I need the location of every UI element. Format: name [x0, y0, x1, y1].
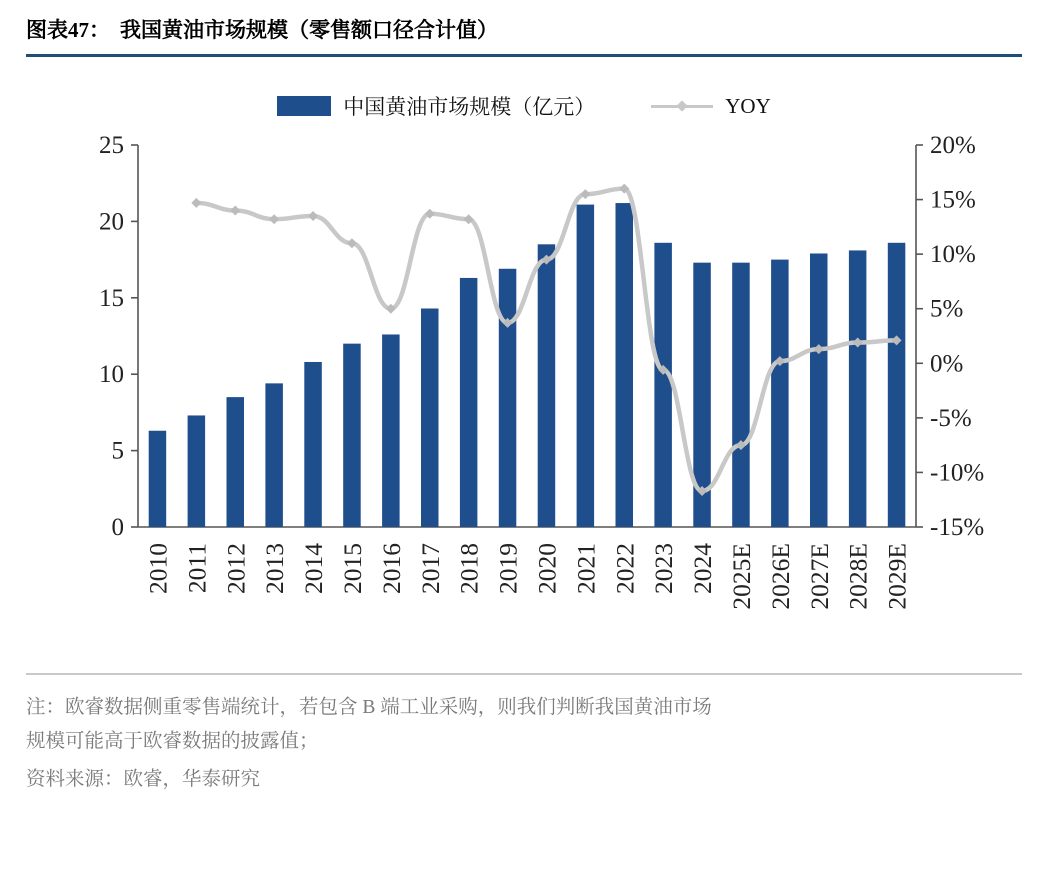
svg-text:2014: 2014: [299, 543, 329, 594]
chart-canvas: [26, 127, 1022, 667]
svg-text:2028E: 2028E: [843, 543, 873, 610]
svg-text:5%: 5%: [930, 295, 964, 323]
svg-text:2021: 2021: [571, 543, 601, 594]
legend-item-bar: [277, 91, 595, 121]
svg-text:2026E: 2026E: [765, 543, 795, 610]
legend-line-swatch-icon: [651, 96, 713, 116]
chart-notes: [26, 675, 1022, 797]
svg-text:-15%: -15%: [930, 514, 985, 541]
svg-text:0%: 0%: [930, 350, 964, 378]
note-line-1: 注：欧睿数据侧重零售端统计，若包含 B 端工业采购，则我们判断我国黄油市场: [26, 697, 712, 718]
legend-item-label: YOY: [725, 93, 771, 118]
svg-text:2016: 2016: [376, 543, 406, 594]
svg-text:2015: 2015: [337, 543, 367, 594]
svg-text:10: 10: [99, 361, 124, 389]
svg-text:25: 25: [99, 132, 124, 159]
svg-text:2010: 2010: [143, 543, 173, 594]
svg-text:20: 20: [99, 208, 124, 236]
svg-text:2024: 2024: [688, 543, 718, 594]
header-divider: [26, 54, 1022, 57]
legend-bar-swatch-icon: [277, 96, 331, 116]
svg-text:2018: 2018: [454, 543, 484, 594]
svg-text:-5%: -5%: [930, 404, 972, 432]
svg-text:2020: 2020: [532, 543, 562, 594]
svg-text:2013: 2013: [260, 543, 290, 594]
svg-text:2023: 2023: [649, 543, 679, 594]
svg-text:2019: 2019: [493, 543, 523, 594]
svg-text:5: 5: [111, 437, 124, 465]
chart-legend: [26, 91, 1022, 121]
svg-text:2011: 2011: [182, 543, 212, 594]
svg-text:2012: 2012: [221, 543, 251, 594]
svg-text:10%: 10%: [930, 241, 976, 269]
svg-text:2022: 2022: [610, 543, 640, 594]
svg-text:2017: 2017: [415, 543, 445, 594]
source-line: 资料来源：欧睿，华泰研究: [26, 769, 261, 791]
svg-text:2027E: 2027E: [804, 543, 834, 610]
legend-item-line: [651, 94, 771, 119]
page-title: 我国黄油市场规模（零售额口径合计值）: [120, 18, 498, 42]
exhibit-number: 图表47：: [26, 18, 110, 42]
svg-text:20%: 20%: [930, 132, 976, 159]
chart-area: [26, 127, 1022, 667]
svg-text:2029E: 2029E: [882, 543, 912, 610]
svg-text:15%: 15%: [930, 186, 976, 214]
svg-text:-10%: -10%: [930, 459, 985, 487]
svg-text:2025E: 2025E: [726, 543, 756, 610]
svg-text:15: 15: [99, 284, 124, 312]
legend-item-label: 中国黄油市场规模（亿元）: [343, 95, 596, 119]
note-line-2: 规模可能高于欧睿数据的披露值；: [26, 731, 319, 753]
svg-text:0: 0: [111, 514, 124, 541]
exhibit-header: [26, 0, 1022, 54]
